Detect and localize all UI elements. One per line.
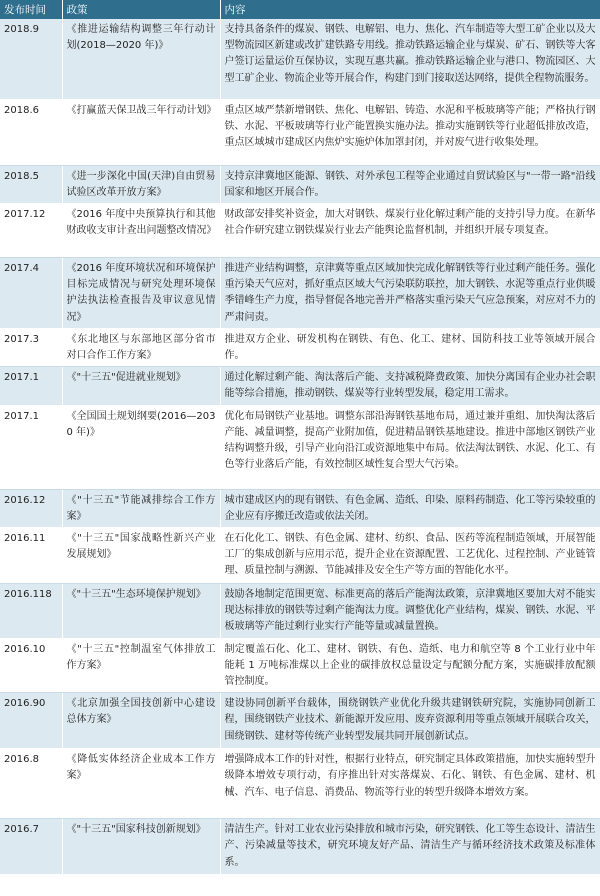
row-date: 2016.11 xyxy=(0,527,62,583)
table-row xyxy=(0,203,600,257)
row-policy: 《全国国土规划纲要(2016—2030 年)》 xyxy=(62,405,220,489)
row-content: 清洁生产。针对工业农业污染排放和城市污染，研究钢铁、化工等生态设计、清洁生产、污染减量等技术，研究环境友好产品、清洁生产与循环经济技术政策及标准体系。 xyxy=(220,819,600,875)
row-content: 通过化解过剩产能、淘汰落后产能、支持减税降费政策、加快分离国有企业办社会职能等综合措施，推动钢铁、煤炭等行业转型发展，稳定用工需求。 xyxy=(220,367,600,405)
header-date: 发布时间 xyxy=(0,0,62,19)
table-row xyxy=(0,367,600,405)
row-date: 2017.3 xyxy=(0,328,62,366)
table-row xyxy=(0,583,600,638)
row-content: 优化布局钢铁产业基地。调整东部沿海钢铁基地布局，通过兼并重组、加快淘汰落后产能、减量调整，提高产业附加值，促进精品钢铁基地建设。推进中部地区钢铁产业结构调整升级，引导产业向沿江或资源地集中布局。依法淘汰钢铁、水泥、化工、有色等行业落后产能，有效控制区域性复合型大气污染。 xyxy=(220,405,600,489)
table-row xyxy=(0,693,600,749)
row-policy: 《"十三五"国家科技创新规划》 xyxy=(62,819,220,875)
row-date: 2016.8 xyxy=(0,749,62,819)
header-content: 内容 xyxy=(220,0,600,19)
table-row xyxy=(0,328,600,366)
row-date: 2016.118 xyxy=(0,583,62,638)
row-content: 鼓励各地制定范围更宽、标准更高的落后产能淘汰政策，京津冀地区要加大对不能实现达标排放的钢铁等过剩产能淘汰力度。调整优化产业结构，煤炭、钢铁、水泥、平板玻璃等产能过剩行业实行产能等量或减量置换。 xyxy=(220,583,600,638)
table-row xyxy=(0,489,600,527)
row-policy: 《推进运输结构调整三年行动计划(2018—2020 年)》 xyxy=(62,19,220,99)
row-policy: 《东北地区与东部地区部分省市对口合作工作方案》 xyxy=(62,328,220,366)
row-content: 支持具备条件的煤炭、钢铁、电解铝、电力、焦化、汽车制造等大型工矿企业以及大型物流园区新建或改扩建铁路专用线。推动铁路运输企业与煤炭、矿石、钢铁等大客户签订运量运价互保协议，实现互惠共赢。推动铁路运输企业与港口、物流园区、大型工矿企业、物流企业等开展合作，构建门到门接取送达网络，提供全程物流服务。 xyxy=(220,19,600,99)
header-policy: 政策 xyxy=(62,0,220,19)
table-row xyxy=(0,638,600,693)
row-policy: 《2016 年度环境状况和环境保护目标完成情况与研究处理环境保护法执法检查报告及审议意见情况》 xyxy=(62,257,220,328)
table-row xyxy=(0,405,600,489)
row-policy: 《进一步深化中国(天津)自由贸易试验区改革开放方案》 xyxy=(62,165,220,203)
row-policy: 《降低实体经济企业成本工作方案》 xyxy=(62,749,220,819)
table-row xyxy=(0,165,600,203)
row-date: 2016.12 xyxy=(0,489,62,527)
row-content: 制定覆盖石化、化工、建材、钢铁、有色、造纸、电力和航空等 8 个工业行业中年能耗 1 万吨标准煤以上企业的碳排放权总量设定与配额分配方案，实施碳排放配额管控制度。 xyxy=(220,638,600,693)
row-content: 财政部安排奖补资金，加大对钢铁、煤炭行业化解过剩产能的支持引导力度。在新华社合作研究建立钢铁煤炭行业去产能舆论监督机制，并组织开展专项复查。 xyxy=(220,203,600,257)
row-date: 2018.5 xyxy=(0,165,62,203)
row-content: 推进产业结构调整，京津冀等重点区域加快完成化解钢铁等行业过剩产能任务。强化重污染天气应对，抓好重点区域大气污染联防联控，加大钢铁、水泥等重点行业供暖季错峰生产力度，指导督促各地完善并严格落实重污染天气应急预案，对应对不力的严肃问责。 xyxy=(220,257,600,328)
table-row xyxy=(0,19,600,99)
row-date: 2017.4 xyxy=(0,257,62,328)
row-policy: 《"十三五"控制温室气体排放工作方案》 xyxy=(62,638,220,693)
row-date: 2017.1 xyxy=(0,367,62,405)
table-row xyxy=(0,257,600,328)
row-date: 2018.6 xyxy=(0,99,62,165)
table-row xyxy=(0,99,600,165)
row-policy: 《2016 年度中央预算执行和其他财政收支审计查出问题整改情况》 xyxy=(62,203,220,257)
row-content: 支持京津冀地区能源、钢铁、对外承包工程等企业通过自贸试验区与"一带一路"沿线国家和地区开展合作。 xyxy=(220,165,600,203)
row-policy: 《"十三五"生态环境保护规划》 xyxy=(62,583,220,638)
row-content: 增强降成本工作的针对性，根据行业特点，研究制定具体政策措施，加快实施转型升级降本增效专项行动，有序推出针对实落煤炭、石化、钢铁、有色金属、建材、机械、汽车、电子信息、消费品、物流等行业的转型升级降本增效方案。 xyxy=(220,749,600,819)
row-content: 推进双方企业、研发机构在钢铁、有色、化工、建材、国防科技工业等领域开展合作。 xyxy=(220,328,600,366)
row-policy: 《北京加强全国技创新中心建设总体方案》 xyxy=(62,693,220,749)
table-header-row xyxy=(0,0,600,19)
row-policy: 《"十三五"促进就业规划》 xyxy=(62,367,220,405)
row-policy: 《"十三五"节能减排综合工作方案》 xyxy=(62,489,220,527)
row-content: 建设协同创新平台载体，围绕钢铁产业优化升级共建钢铁研究院，实施协同创新工程，围绕钢铁产业技术、新能源开发应用、废弃资源利用等重点领域开展联合攻关，围绕钢铁、建材等传统产业转型发展共同开展创新试点。 xyxy=(220,693,600,749)
row-date: 2016.7 xyxy=(0,819,62,875)
row-date: 2017.12 xyxy=(0,203,62,257)
row-date: 2016.10 xyxy=(0,638,62,693)
row-date: 2017.1 xyxy=(0,405,62,489)
row-policy: 《"十三五"国家战略性新兴产业发展规划》 xyxy=(62,527,220,583)
row-content: 城市建成区内的现有钢铁、有色金属、造纸、印染、原料药制造、化工等污染较重的企业应有序搬迁改造或依法关闭。 xyxy=(220,489,600,527)
table-row xyxy=(0,527,600,583)
row-policy: 《打赢蓝天保卫战三年行动计划》 xyxy=(62,99,220,165)
row-content: 在石化化工、钢铁、有色金属、建材、纺织、食品、医药等流程制造领域，开展智能工厂的集成创新与应用示范，提升企业在资源配置、工艺优化、过程控制、产业链管理、质量控制与溯源、节能减排及安全生产等方面的智能化水平。 xyxy=(220,527,600,583)
table-row xyxy=(0,749,600,819)
row-date: 2018.9 xyxy=(0,19,62,99)
table-row xyxy=(0,819,600,875)
row-content: 重点区域严禁新增钢铁、焦化、电解铝、铸造、水泥和平板玻璃等产能；严格执行钢铁、水泥、平板玻璃等行业产能置换实施办法。推动实施钢铁等行业超低排放改造，重点区域城市建成区内焦炉实施炉体加罩封闭，并对废气进行收集处理。 xyxy=(220,99,600,165)
row-date: 2016.90 xyxy=(0,693,62,749)
